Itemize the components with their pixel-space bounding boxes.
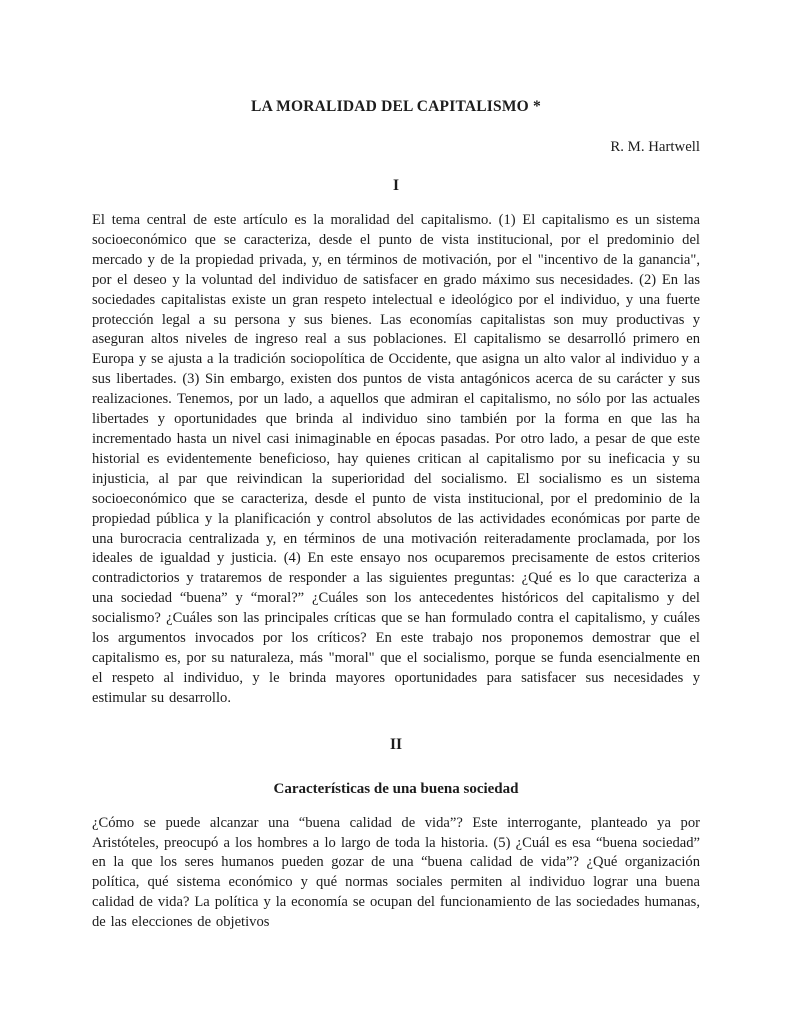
author-name: R. M. Hartwell — [610, 139, 700, 155]
section-2 — [92, 736, 700, 933]
section-1-paragraph: El tema central de este artículo es la moralidad del capitalismo. (1) El capitalismo es un sistema socioeconómico que se caracteriza, desde el punto de vista institucional, por el predominio del mercado y de la propiedad privada, y, en términos de motivación, por el "incentivo de la ganancia", por el deseo y la voluntad del individuo de satisfacer en grado máximo sus necesidades. (2) En las sociedades capitalistas existe un gran respeto intelectual e ideológico por el individuo, y una fuerte protección legal a su persona y sus bienes. Las economías capitalistas son muy productivas y aseguran altos niveles de ingreso real a sus poblaciones. El capitalismo se desarrolló primero en Europa y se ajusta a la tradición sociopolítica de Occidente, que asigna un alto valor al individuo y a sus libertades. (3) Sin embargo, existen dos puntos de vista antagónicos acerca de su carácter y sus realizaciones. Tenemos, por un lado, a aquellos que admiran el capitalismo, no sólo por las actuales libertades y oportunidades que brinda al individuo sino también por la forma en que las ha incrementado hasta un nivel casi inimaginable en épocas pasadas. Por otro lado, a pesar de que este historial es evidentemente beneficioso, hay quienes critican al capitalismo por su ineficacia y su injusticia, al par que reivindican la superioridad del socialismo. El socialismo es un sistema socioeconómico que se caracteriza, desde el punto de vista institucional, por el predominio de la propiedad pública y la planificación y control absolutos de las actividades económicas por parte de una burocracia centralizada y, en términos de una motivación reiteradamente proclamada, por los ideales de igualdad y justicia. (4) En este ensayo nos ocuparemos precisamente de estos criterios contradictorios y trataremos de responder a las siguientes preguntas: ¿Qué es lo que caracteriza a una sociedad “buena” y “moral?” ¿Cuáles son los antecedentes históricos del capitalismo y del socialismo? ¿Cuáles son las principales críticas que se han formulado contra el capitalismo, y cuáles los argumentos invocados por los críticos? En este trabajo nos proponemos demostrar que el capitalismo es, por su naturaleza, más "moral" que el socialismo, porque se funda esencialmente en el respeto al individuo, y le brinda mayores oportunidades para satisfacer sus necesidades y estimular su desarrollo. — [92, 212, 701, 706]
section-2-numeral: II — [389, 735, 403, 753]
section-1-numeral: I — [392, 177, 400, 194]
section-1 — [92, 177, 700, 709]
section-2-paragraph: ¿Cómo se puede alcanzar una “buena calidad de vida”? Este interrogante, planteado ya por Aristóteles, preocupó a los hombres a lo largo de toda la historia. (5) ¿Cuál es esa “buena sociedad” en la que los seres humanos pueden gozar de una “buena calidad de vida”? ¿Qué organización política, qué sistema económico y qué normas sociales permiten al individuo lograr una buena calidad de vida? La política y la economía se ocupan del funcionamiento de las sociedades humanas, de las elecciones de objetivos — [92, 814, 700, 931]
document-title: LA MORALIDAD DEL CAPITALISMO * — [251, 98, 541, 115]
section-2-heading: Características de una buena sociedad — [273, 780, 519, 797]
